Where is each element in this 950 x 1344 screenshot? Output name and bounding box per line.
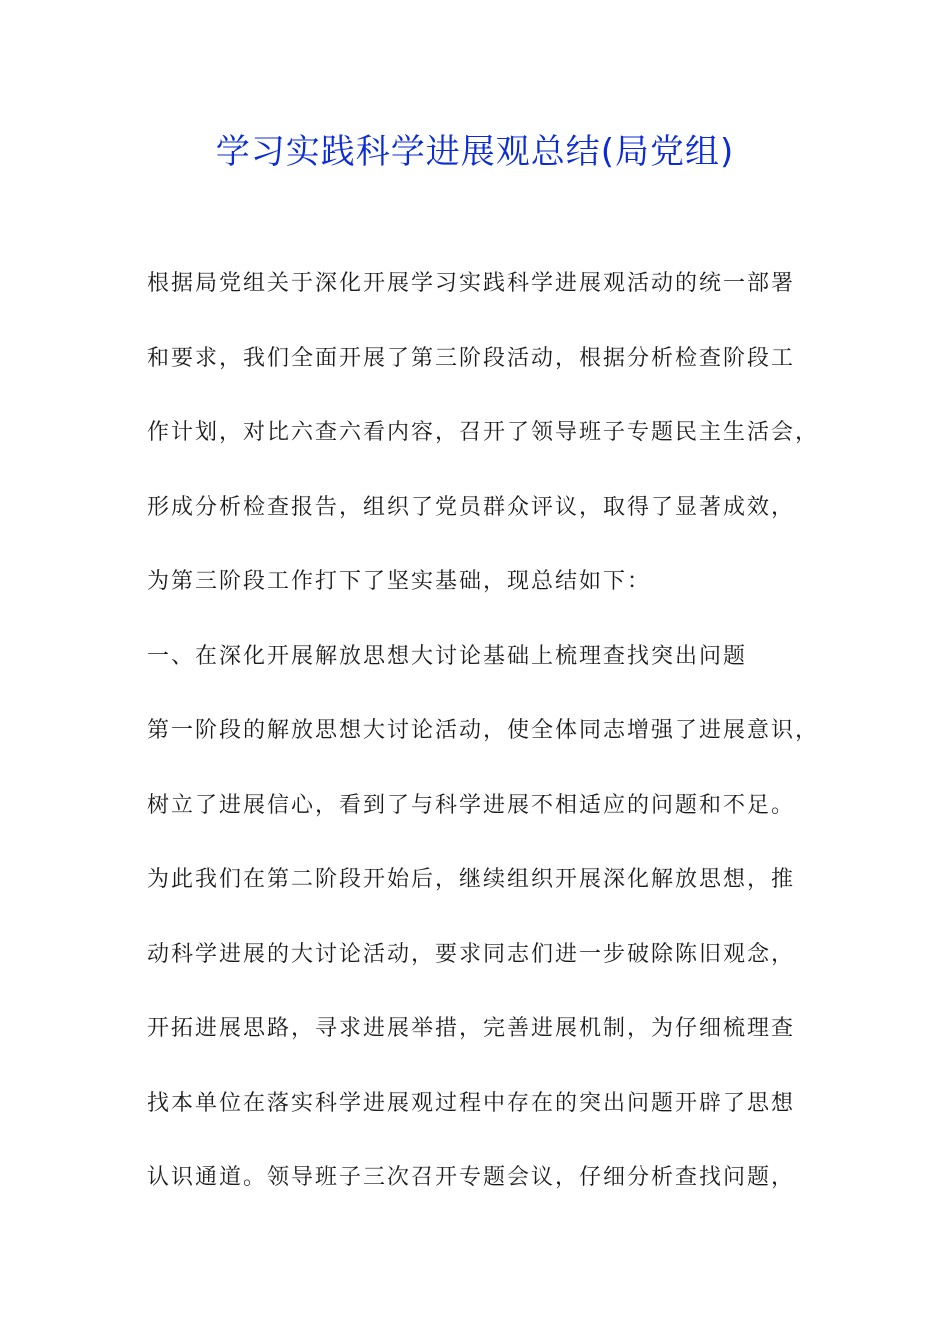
section-heading: 一、在深化开展解放思想大讨论基础上梳理查找突出问题	[147, 643, 748, 669]
body-line: 树立了进展信心，看到了与科学进展不相适应的问题和不足。	[147, 792, 796, 818]
body-line: 作计划，对比六查六看内容，召开了领导班子专题民主生活会，	[147, 420, 820, 445]
body-line: 动科学进展的大讨论活动，要求同志们进一步破除陈旧观念，	[147, 941, 796, 967]
body-line: 形成分析检查报告，组织了党员群众评议，取得了显著成效，	[147, 494, 796, 520]
body-line: 第一阶段的解放思想大讨论活动，使全体同志增强了进展意识，	[147, 718, 820, 743]
body-line: 开拓进展思路，寻求进展举措，完善进展机制，为仔细梳理查	[147, 1016, 796, 1041]
body-line: 为此我们在第二阶段开始后，继续组织开展深化解放思想，推	[147, 867, 796, 892]
document-title: 学习实践科学进展观总结(局党组)	[215, 132, 735, 172]
document-body	[147, 266, 827, 1235]
body-line: 认识通道。领导班子三次召开专题会议，仔细分析查找问题，	[147, 1165, 796, 1190]
body-line: 根据局党组关于深化开展学习实践科学进展观活动的统一部署	[147, 271, 796, 296]
body-line: 找本单位在落实科学进展观过程中存在的突出问题开辟了思想	[147, 1090, 796, 1116]
body-line: 为第三阶段工作打下了坚实基础，现总结如下：	[147, 569, 652, 594]
body-line: 和要求，我们全面开展了第三阶段活动，根据分析检查阶段工	[147, 345, 796, 371]
